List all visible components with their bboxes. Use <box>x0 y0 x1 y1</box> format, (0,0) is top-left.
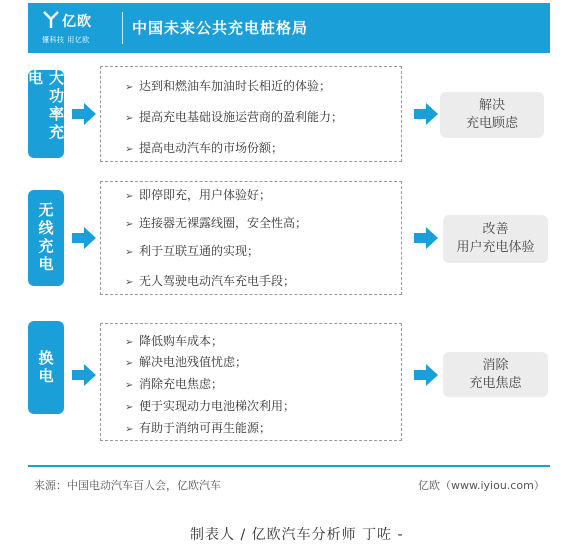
triangle-bullet-icon: ➢ <box>125 380 134 391</box>
triangle-bullet-icon: ➢ <box>125 82 134 93</box>
section-label-battery-swap: 换电 <box>28 321 64 414</box>
list-item: ➢ 提高电动汽车的市场份额； <box>125 141 284 155</box>
triangle-bullet-icon: ➢ <box>125 337 134 348</box>
site-credit: 亿欧（www.iyiou.com） <box>418 479 545 492</box>
list-item: ➢ 利于互联互通的实现； <box>125 244 260 258</box>
header-divider <box>122 12 123 44</box>
right-arrow-icon <box>414 103 438 125</box>
section-label-wireless: 无线充电 <box>28 190 64 286</box>
result-box-wireless: 改善 用户充电体验 <box>443 215 548 263</box>
right-arrow-icon <box>72 103 96 125</box>
logo-tagline: 懂科技 用亿欧 <box>42 36 90 44</box>
points-box-battery-swap <box>100 323 402 441</box>
list-item: ➢ 消除充电焦虑； <box>125 377 224 391</box>
list-item: ➢ 有助于消纳可再生能源； <box>125 421 272 435</box>
points-box-wireless <box>100 181 402 295</box>
triangle-bullet-icon: ➢ <box>125 113 134 124</box>
logo-mark-icon <box>42 10 60 30</box>
list-item: ➢ 连接器无裸露线圈，安全性高； <box>125 216 308 230</box>
page-title: 中国未来公共充电桩格局 <box>132 19 309 37</box>
right-arrow-icon <box>414 227 438 249</box>
section-label-high-power: 大功率充电 <box>28 70 64 158</box>
list-item: ➢ 解决电池残值忧虑； <box>125 355 248 369</box>
right-arrow-icon <box>72 364 96 386</box>
triangle-bullet-icon: ➢ <box>125 358 134 369</box>
source-note: 来源：中国电动汽车百人会，亿欧汽车 <box>34 479 221 492</box>
triangle-bullet-icon: ➢ <box>125 247 134 258</box>
list-item: ➢ 便于实现动力电池梯次利用； <box>125 399 296 413</box>
points-box-high-power <box>100 66 402 162</box>
right-arrow-icon <box>414 364 438 386</box>
triangle-bullet-icon: ➢ <box>125 144 134 155</box>
list-item: ➢ 达到和燃油车加油时长相近的体验； <box>125 79 332 93</box>
result-box-high-power: 解决 充电顾虑 <box>440 92 544 138</box>
logo <box>42 10 114 48</box>
triangle-bullet-icon: ➢ <box>125 191 134 202</box>
list-item: ➢ 即停即充，用户体验好； <box>125 188 272 202</box>
footer-divider <box>28 465 550 467</box>
header-banner <box>28 3 550 53</box>
triangle-bullet-icon: ➢ <box>125 424 134 435</box>
logo-name: 亿欧 <box>62 14 92 30</box>
triangle-bullet-icon: ➢ <box>125 277 134 288</box>
result-box-battery-swap: 消除 充电焦虑 <box>443 352 548 397</box>
list-item: ➢ 提高充电基础设施运营商的盈利能力； <box>125 110 344 124</box>
list-item: ➢ 降低购车成本； <box>125 334 224 348</box>
triangle-bullet-icon: ➢ <box>125 219 134 230</box>
right-arrow-icon <box>72 227 96 249</box>
triangle-bullet-icon: ➢ <box>125 402 134 413</box>
author-credit: 制表人 / 亿欧汽车分析师 丁咗 - <box>190 527 404 543</box>
list-item: ➢ 无人驾驶电动汽车充电手段； <box>125 274 296 288</box>
